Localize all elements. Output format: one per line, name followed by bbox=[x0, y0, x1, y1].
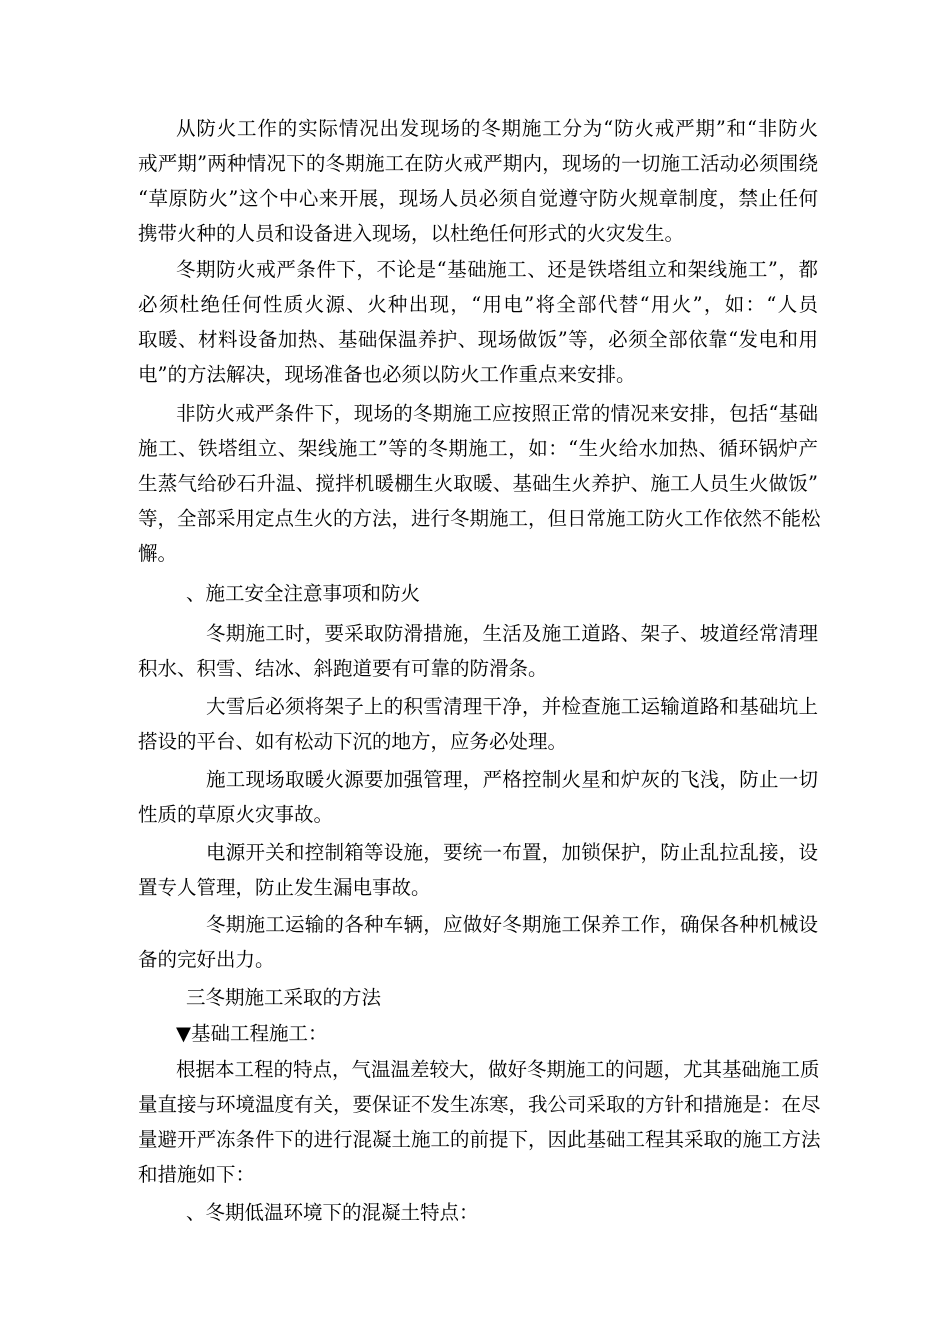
text-line: 和措施如下： bbox=[138, 1163, 256, 1186]
text-line: 备的完好出力。 bbox=[138, 948, 275, 971]
text-line: 施工、铁塔组立、架线施工”等的冬期施工，如：“生火给水加热、循环锅炉产 bbox=[138, 437, 818, 460]
text-line: 置专人管理，防止发生漏电事故。 bbox=[138, 876, 431, 899]
text-line: 冬期防火戒严条件下，不论是“基础施工、还是铁塔组立和架线施工”，都 bbox=[176, 258, 818, 281]
subsection-heading: ▼基础工程施工： bbox=[176, 1022, 328, 1045]
text-line: 等，全部采用定点生火的方法，进行冬期施工，但日常施工防火工作依然不能松 bbox=[138, 507, 821, 530]
text-line: 必须杜绝任何性质火源、火种出现，“用电”将全部代替“用火”，如：“人员 bbox=[138, 293, 818, 316]
text-line: 非防火戒严条件下，现场的冬期施工应按照正常的情况来安排，包括“基础 bbox=[176, 402, 818, 425]
text-line: 施工现场取暖火源要加强管理，严格控制火星和炉灰的飞浅，防止一切 bbox=[206, 768, 818, 791]
text-line: 电源开关和控制箱等设施，要统一布置，加锁保护，防止乱拉乱接，设 bbox=[206, 841, 818, 864]
text-line: 戒严期”两种情况下的冬期施工在防火戒严期内，现场的一切施工活动必须围绕 bbox=[138, 152, 818, 175]
text-line: 根据本工程的特点，气温温差较大，做好冬期施工的问题，尤其基础施工质 bbox=[176, 1058, 820, 1081]
text-line: 量直接与环境温度有关，要保证不发生冻寒，我公司采取的方针和措施是：在尽 bbox=[138, 1093, 821, 1116]
text-line: “草原防火”这个中心来开展，现场人员必须自觉遵守防火规章制度，禁止任何 bbox=[138, 187, 818, 210]
section-heading: 、冬期低温环境下的混凝土特点： bbox=[186, 1201, 479, 1224]
section-heading: 三冬期施工采取的方法 bbox=[186, 986, 382, 1009]
text-line: 生蒸气给砂石升温、搅拌机暖棚生火取暖、基础生火养护、施工人员生火做饭” bbox=[138, 472, 818, 495]
text-line: 性质的草原火灾事故。 bbox=[138, 803, 334, 826]
text-line: 量避开严冻条件下的进行混凝土施工的前提下，因此基础工程其采取的施工方法 bbox=[138, 1128, 821, 1151]
text-line: 积水、积雪、结冰、斜跑道要有可靠的防滑条。 bbox=[138, 657, 548, 680]
text-line: 冬期施工时，要采取防滑措施，生活及施工道路、架子、坡道经常清理 bbox=[206, 622, 818, 645]
section-heading: 、施工安全注意事项和防火 bbox=[186, 582, 421, 605]
text-line: 取暖、材料设备加热、基础保温养护、现场做饭”等，必须全部依靠“发电和用 bbox=[138, 328, 818, 351]
text-line: 携带火种的人员和设备进入现场，以杜绝任何形式的火灾发生。 bbox=[138, 222, 685, 245]
text-line: 懈。 bbox=[138, 542, 178, 565]
text-line: 从防火工作的实际情况出发现场的冬期施工分为“防火戒严期”和“非防火 bbox=[176, 117, 818, 140]
text-line: 电”的方法解决，现场准备也必须以防火工作重点来安排。 bbox=[138, 363, 636, 386]
text-line: 冬期施工运输的各种车辆，应做好冬期施工保养工作，确保各种机械设 bbox=[206, 913, 818, 936]
text-line: 大雪后必须将架子上的积雪清理干净，并检查施工运输道路和基础坑上 bbox=[206, 695, 818, 718]
text-line: 搭设的平台、如有松动下沉的地方，应务必处理。 bbox=[138, 730, 568, 753]
